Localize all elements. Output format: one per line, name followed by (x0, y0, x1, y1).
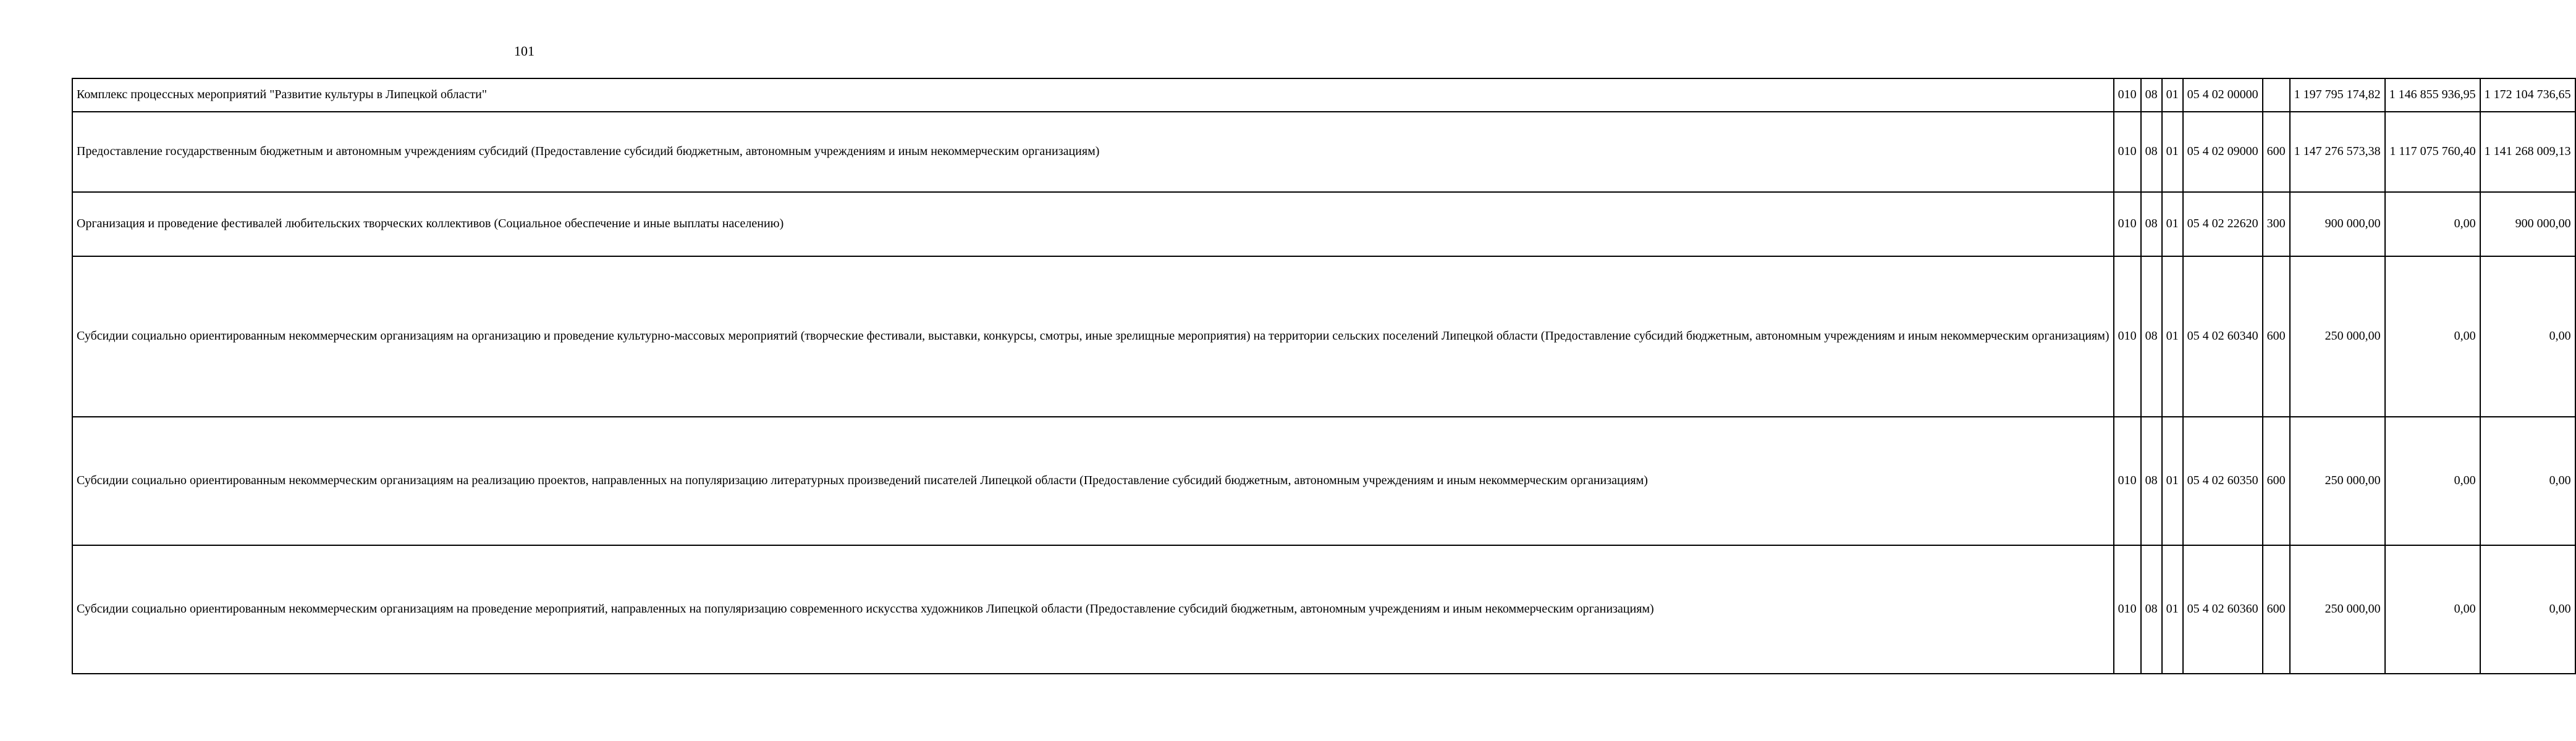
expense-type-code: 600 (2263, 112, 2290, 192)
ministry-code: 010 (2114, 192, 2141, 256)
amount-year-2: 0,00 (2385, 545, 2480, 674)
table-row (72, 256, 2575, 417)
row-name: Субсидии социально ориентированным некоммерческим организациям на организацию и проведение культурно-массовых мероприятий (творческие фестивали, выставки, конкурсы, смотры, иные зрелищные мероприятия) на территории сельских поселений Липецкой области (Предоставление субсидий бюджетным, автономным учреждениям и иным некоммерческим организациям) (72, 256, 2114, 417)
amount-year-1: 1 197 795 174,82 (2290, 78, 2385, 112)
ministry-code: 010 (2114, 545, 2141, 674)
section-code: 08 (2141, 256, 2162, 417)
ministry-code: 010 (2114, 417, 2141, 545)
budget-table (72, 78, 2576, 674)
amount-year-1: 250 000,00 (2290, 417, 2385, 545)
section-code: 08 (2141, 545, 2162, 674)
ministry-code: 010 (2114, 256, 2141, 417)
amount-year-1: 900 000,00 (2290, 192, 2385, 256)
row-name: Субсидии социально ориентированным некоммерческим организациям на реализацию проектов, направленных на популяризацию литературных произведений писателей Липецкой области (Предоставление субсидий бюджетным, автономным учреждениям и иным некоммерческим организациям) (72, 417, 2114, 545)
table-row (72, 112, 2575, 192)
subsection-code: 01 (2162, 256, 2183, 417)
target-article-code: 05 4 02 22620 (2183, 192, 2263, 256)
row-name: Субсидии социально ориентированным некоммерческим организациям на проведение мероприятий, направленных на популяризацию современного искусства художников Липецкой области (Предоставление субсидий бюджетным, автономным учреждениям и иным некоммерческим организациям) (72, 545, 2114, 674)
table-row (72, 545, 2575, 674)
table-row (72, 417, 2575, 545)
target-article-code: 05 4 02 09000 (2183, 112, 2263, 192)
amount-year-1: 1 147 276 573,38 (2290, 112, 2385, 192)
target-article-code: 05 4 02 60350 (2183, 417, 2263, 545)
section-code: 08 (2141, 417, 2162, 545)
amount-year-3: 1 141 268 009,13 (2480, 112, 2575, 192)
row-name: Предоставление государственным бюджетным и автономным учреждениям субсидий (Предоставление субсидий бюджетным, автономным учреждениям и иным некоммерческим организациям) (72, 112, 2114, 192)
amount-year-3: 1 172 104 736,65 (2480, 78, 2575, 112)
expense-type-code: 600 (2263, 417, 2290, 545)
expense-type-code: 300 (2263, 192, 2290, 256)
row-name: Комплекс процессных мероприятий "Развитие культуры в Липецкой области" (72, 78, 2114, 112)
target-article-code: 05 4 02 60340 (2183, 256, 2263, 417)
table-row (72, 192, 2575, 256)
subsection-code: 01 (2162, 78, 2183, 112)
amount-year-2: 0,00 (2385, 192, 2480, 256)
amount-year-2: 1 146 855 936,95 (2385, 78, 2480, 112)
amount-year-1: 250 000,00 (2290, 545, 2385, 674)
subsection-code: 01 (2162, 192, 2183, 256)
amount-year-2: 0,00 (2385, 417, 2480, 545)
expense-type-code (2263, 78, 2290, 112)
amount-year-3: 0,00 (2480, 417, 2575, 545)
section-code: 08 (2141, 112, 2162, 192)
expense-type-code: 600 (2263, 545, 2290, 674)
amount-year-2: 1 117 075 760,40 (2385, 112, 2480, 192)
table-row (72, 78, 2575, 112)
subsection-code: 01 (2162, 417, 2183, 545)
ministry-code: 010 (2114, 112, 2141, 192)
amount-year-3: 0,00 (2480, 545, 2575, 674)
amount-year-1: 250 000,00 (2290, 256, 2385, 417)
amount-year-3: 900 000,00 (2480, 192, 2575, 256)
subsection-code: 01 (2162, 545, 2183, 674)
subsection-code: 01 (2162, 112, 2183, 192)
target-article-code: 05 4 02 00000 (2183, 78, 2263, 112)
ministry-code: 010 (2114, 78, 2141, 112)
row-name: Организация и проведение фестивалей любительских творческих коллективов (Социальное обеспечение и иные выплаты населению) (72, 192, 2114, 256)
amount-year-3: 0,00 (2480, 256, 2575, 417)
page-number: 101 (514, 43, 534, 59)
expense-type-code: 600 (2263, 256, 2290, 417)
amount-year-2: 0,00 (2385, 256, 2480, 417)
section-code: 08 (2141, 192, 2162, 256)
target-article-code: 05 4 02 60360 (2183, 545, 2263, 674)
section-code: 08 (2141, 78, 2162, 112)
